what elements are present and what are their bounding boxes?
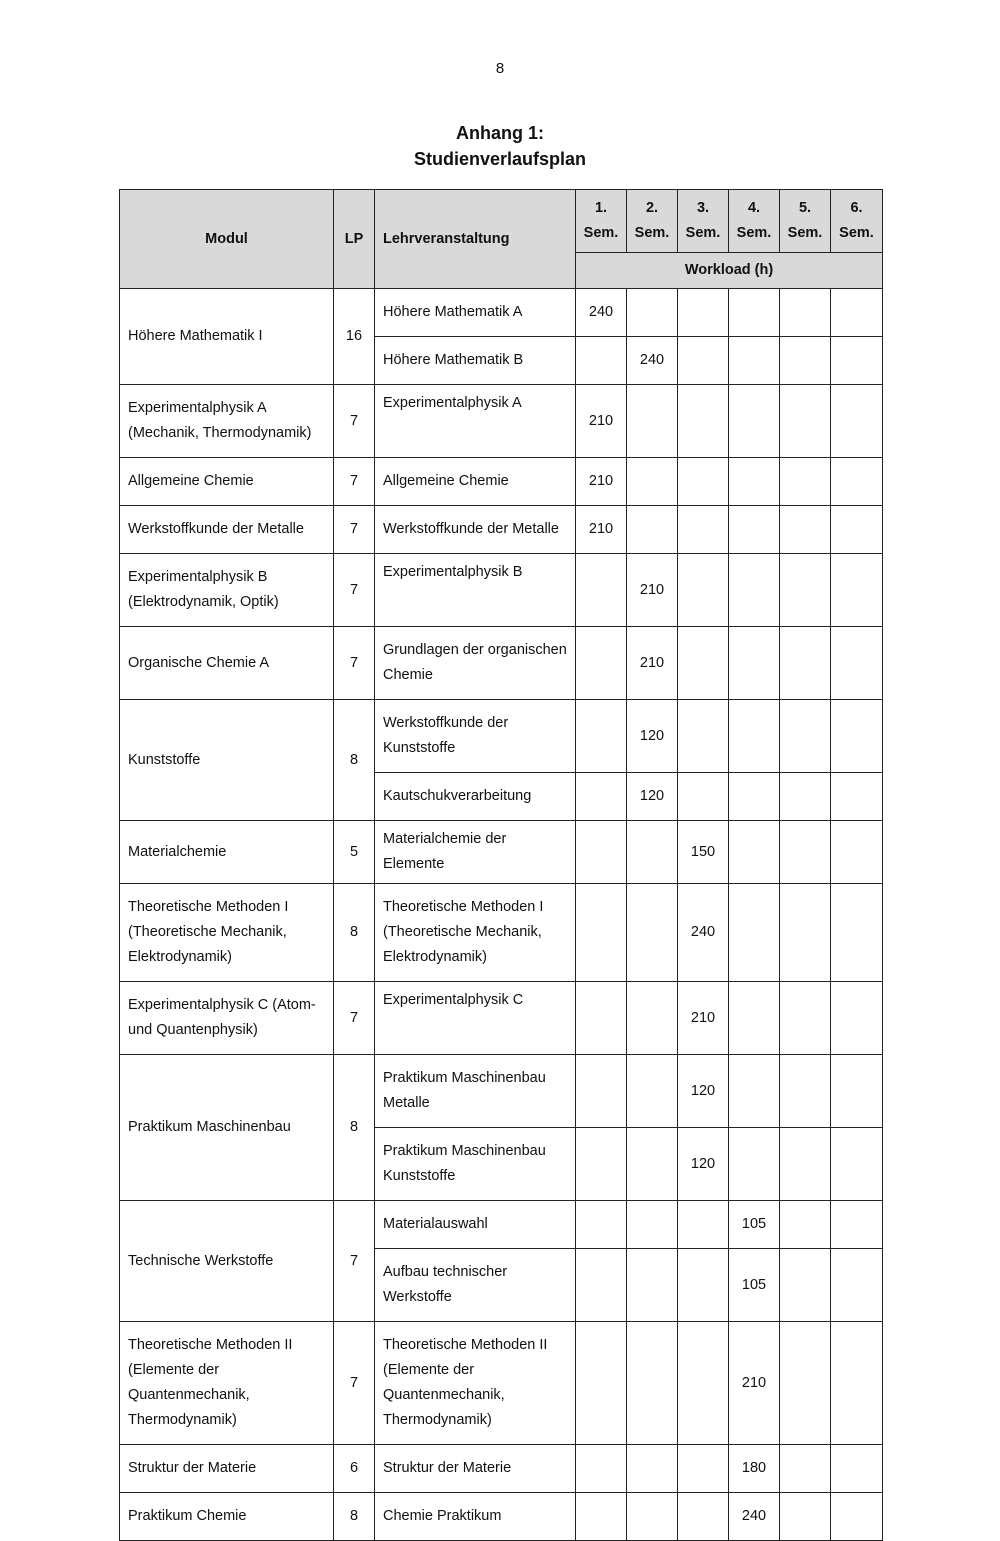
workload-empty-cell xyxy=(678,1445,729,1493)
header-workload: Workload (h) xyxy=(576,253,883,289)
module-name: Experimentalphysik B (Elektrodynamik, Optik) xyxy=(120,554,334,627)
table-row xyxy=(120,982,883,1055)
course-name: Materialauswahl xyxy=(375,1201,576,1249)
workload-empty-cell xyxy=(678,337,729,385)
workload-value: 180 xyxy=(729,1445,780,1493)
workload-empty-cell xyxy=(627,1445,678,1493)
workload-empty-cell xyxy=(576,1128,627,1201)
header-semester-1: 1. Sem. xyxy=(576,190,627,253)
module-name: Praktikum Chemie xyxy=(120,1493,334,1541)
workload-empty-cell xyxy=(576,884,627,982)
workload-empty-cell xyxy=(627,1322,678,1445)
workload-empty-cell xyxy=(831,1322,883,1445)
workload-empty-cell xyxy=(576,1493,627,1541)
workload-empty-cell xyxy=(678,458,729,506)
workload-value: 105 xyxy=(729,1201,780,1249)
module-name: Experimentalphysik C (Atom- und Quantenphysik) xyxy=(120,982,334,1055)
module-lp: 7 xyxy=(334,554,375,627)
table-row xyxy=(120,1201,883,1249)
workload-empty-cell xyxy=(627,821,678,884)
workload-empty-cell xyxy=(729,982,780,1055)
workload-empty-cell xyxy=(627,884,678,982)
workload-empty-cell xyxy=(678,773,729,821)
workload-empty-cell xyxy=(576,337,627,385)
workload-empty-cell xyxy=(729,627,780,700)
workload-empty-cell xyxy=(780,1128,831,1201)
workload-empty-cell xyxy=(780,700,831,773)
module-lp: 16 xyxy=(334,289,375,385)
table-row xyxy=(120,1322,883,1445)
course-name: Experimentalphysik B xyxy=(375,554,576,627)
module-name: Theoretische Methoden II (Elemente der Quantenmechanik, Thermodynamik) xyxy=(120,1322,334,1445)
page-title xyxy=(0,120,1000,172)
workload-empty-cell xyxy=(780,821,831,884)
module-name: Höhere Mathematik I xyxy=(120,289,334,385)
workload-empty-cell xyxy=(780,289,831,337)
course-name: Höhere Mathematik B xyxy=(375,337,576,385)
course-name: Aufbau technischer Werkstoffe xyxy=(375,1249,576,1322)
workload-empty-cell xyxy=(627,1055,678,1128)
workload-empty-cell xyxy=(780,1493,831,1541)
workload-empty-cell xyxy=(678,554,729,627)
workload-empty-cell xyxy=(780,337,831,385)
workload-value: 240 xyxy=(576,289,627,337)
workload-empty-cell xyxy=(576,821,627,884)
workload-empty-cell xyxy=(831,385,883,458)
module-lp: 8 xyxy=(334,1055,375,1201)
workload-empty-cell xyxy=(729,337,780,385)
workload-empty-cell xyxy=(678,385,729,458)
workload-empty-cell xyxy=(627,982,678,1055)
workload-empty-cell xyxy=(576,1055,627,1128)
module-name: Kunststoffe xyxy=(120,700,334,821)
module-name: Allgemeine Chemie xyxy=(120,458,334,506)
course-name: Werkstoffkunde der Metalle xyxy=(375,506,576,554)
workload-value: 240 xyxy=(678,884,729,982)
course-name: Experimentalphysik C xyxy=(375,982,576,1055)
workload-empty-cell xyxy=(678,506,729,554)
module-name: Technische Werkstoffe xyxy=(120,1201,334,1322)
course-name: Allgemeine Chemie xyxy=(375,458,576,506)
workload-empty-cell xyxy=(729,773,780,821)
header-semester-4: 4. Sem. xyxy=(729,190,780,253)
workload-empty-cell xyxy=(627,1493,678,1541)
module-lp: 6 xyxy=(334,1445,375,1493)
table-body xyxy=(120,289,883,1541)
course-name: Praktikum Maschinenbau Metalle xyxy=(375,1055,576,1128)
table-row xyxy=(120,554,883,627)
workload-empty-cell xyxy=(831,773,883,821)
workload-empty-cell xyxy=(729,821,780,884)
table-row xyxy=(120,700,883,773)
workload-empty-cell xyxy=(678,1249,729,1322)
module-lp: 5 xyxy=(334,821,375,884)
workload-empty-cell xyxy=(780,506,831,554)
workload-empty-cell xyxy=(780,554,831,627)
workload-empty-cell xyxy=(729,554,780,627)
table-row xyxy=(120,506,883,554)
workload-empty-cell xyxy=(576,773,627,821)
workload-empty-cell xyxy=(678,1493,729,1541)
workload-empty-cell xyxy=(831,289,883,337)
workload-empty-cell xyxy=(678,1322,729,1445)
workload-empty-cell xyxy=(627,506,678,554)
workload-empty-cell xyxy=(729,1055,780,1128)
workload-value: 210 xyxy=(576,385,627,458)
module-lp: 7 xyxy=(334,982,375,1055)
workload-empty-cell xyxy=(576,1201,627,1249)
workload-empty-cell xyxy=(729,289,780,337)
module-name: Theoretische Methoden I (Theoretische Mechanik, Elektrodynamik) xyxy=(120,884,334,982)
workload-empty-cell xyxy=(831,884,883,982)
workload-empty-cell xyxy=(831,982,883,1055)
study-plan-table xyxy=(119,189,883,1541)
workload-empty-cell xyxy=(627,1128,678,1201)
workload-empty-cell xyxy=(831,1493,883,1541)
table-row xyxy=(120,1445,883,1493)
course-name: Theoretische Methoden II (Elemente der Quantenmechanik, Thermodynamik) xyxy=(375,1322,576,1445)
course-name: Theoretische Methoden I (Theoretische Mechanik, Elektrodynamik) xyxy=(375,884,576,982)
workload-empty-cell xyxy=(627,1201,678,1249)
workload-empty-cell xyxy=(729,1128,780,1201)
module-lp: 7 xyxy=(334,458,375,506)
course-name: Werkstoffkunde der Kunststoffe xyxy=(375,700,576,773)
workload-empty-cell xyxy=(780,1322,831,1445)
title-line-2: Studienverlaufsplan xyxy=(413,149,587,169)
workload-empty-cell xyxy=(831,458,883,506)
workload-empty-cell xyxy=(729,506,780,554)
workload-empty-cell xyxy=(576,1249,627,1322)
module-lp: 7 xyxy=(334,1322,375,1445)
workload-value: 150 xyxy=(678,821,729,884)
title-line-1: Anhang 1: xyxy=(456,123,544,143)
workload-empty-cell xyxy=(780,1445,831,1493)
workload-empty-cell xyxy=(831,1445,883,1493)
course-name: Chemie Praktikum xyxy=(375,1493,576,1541)
course-name: Grundlagen der organischen Chemie xyxy=(375,627,576,700)
workload-value: 210 xyxy=(678,982,729,1055)
header-semester-3: 3. Sem. xyxy=(678,190,729,253)
workload-empty-cell xyxy=(627,458,678,506)
workload-empty-cell xyxy=(780,1055,831,1128)
table-row xyxy=(120,458,883,506)
workload-value: 120 xyxy=(627,700,678,773)
workload-empty-cell xyxy=(780,385,831,458)
workload-value: 210 xyxy=(576,458,627,506)
header-lehrveranstaltung: Lehrveranstaltung xyxy=(375,190,576,289)
module-lp: 8 xyxy=(334,884,375,982)
workload-empty-cell xyxy=(780,1201,831,1249)
workload-empty-cell xyxy=(831,627,883,700)
workload-empty-cell xyxy=(576,627,627,700)
header-semester-6: 6. Sem. xyxy=(831,190,883,253)
module-lp: 7 xyxy=(334,627,375,700)
workload-empty-cell xyxy=(627,289,678,337)
course-name: Praktikum Maschinenbau Kunststoffe xyxy=(375,1128,576,1201)
workload-value: 120 xyxy=(627,773,678,821)
workload-empty-cell xyxy=(831,700,883,773)
workload-empty-cell xyxy=(627,385,678,458)
header-modul: Modul xyxy=(120,190,334,289)
workload-empty-cell xyxy=(831,337,883,385)
table-row xyxy=(120,1055,883,1128)
workload-empty-cell xyxy=(831,554,883,627)
workload-empty-cell xyxy=(831,1249,883,1322)
workload-empty-cell xyxy=(576,982,627,1055)
workload-value: 210 xyxy=(729,1322,780,1445)
workload-empty-cell xyxy=(831,1055,883,1128)
workload-value: 210 xyxy=(576,506,627,554)
workload-empty-cell xyxy=(780,627,831,700)
workload-empty-cell xyxy=(780,458,831,506)
course-name: Kautschukverarbeitung xyxy=(375,773,576,821)
header-lp: LP xyxy=(334,190,375,289)
workload-empty-cell xyxy=(831,1201,883,1249)
workload-empty-cell xyxy=(831,821,883,884)
workload-value: 105 xyxy=(729,1249,780,1322)
course-name: Höhere Mathematik A xyxy=(375,289,576,337)
workload-empty-cell xyxy=(831,506,883,554)
workload-empty-cell xyxy=(576,1322,627,1445)
workload-empty-cell xyxy=(780,884,831,982)
module-lp: 7 xyxy=(334,506,375,554)
workload-empty-cell xyxy=(678,289,729,337)
workload-value: 240 xyxy=(627,337,678,385)
workload-empty-cell xyxy=(780,773,831,821)
course-name: Materialchemie der Elemente xyxy=(375,821,576,884)
workload-empty-cell xyxy=(576,1445,627,1493)
module-lp: 7 xyxy=(334,385,375,458)
module-name: Werkstoffkunde der Metalle xyxy=(120,506,334,554)
workload-value: 210 xyxy=(627,554,678,627)
course-name: Experimentalphysik A xyxy=(375,385,576,458)
table-row xyxy=(120,289,883,337)
module-lp: 8 xyxy=(334,1493,375,1541)
workload-empty-cell xyxy=(678,1201,729,1249)
module-lp: 8 xyxy=(334,700,375,821)
module-lp: 7 xyxy=(334,1201,375,1322)
header-semester-5: 5. Sem. xyxy=(780,190,831,253)
workload-empty-cell xyxy=(780,1249,831,1322)
workload-empty-cell xyxy=(576,554,627,627)
table-row xyxy=(120,884,883,982)
table-row xyxy=(120,821,883,884)
table-row xyxy=(120,1493,883,1541)
workload-empty-cell xyxy=(678,700,729,773)
workload-empty-cell xyxy=(729,700,780,773)
table-row xyxy=(120,385,883,458)
workload-empty-cell xyxy=(780,982,831,1055)
workload-value: 240 xyxy=(729,1493,780,1541)
workload-empty-cell xyxy=(729,458,780,506)
workload-empty-cell xyxy=(729,385,780,458)
module-name: Struktur der Materie xyxy=(120,1445,334,1493)
workload-value: 210 xyxy=(627,627,678,700)
module-name: Organische Chemie A xyxy=(120,627,334,700)
page-number: 8 xyxy=(495,60,505,77)
workload-value: 120 xyxy=(678,1128,729,1201)
module-name: Praktikum Maschinenbau xyxy=(120,1055,334,1201)
table-row xyxy=(120,627,883,700)
workload-empty-cell xyxy=(576,700,627,773)
module-name: Materialchemie xyxy=(120,821,334,884)
workload-empty-cell xyxy=(678,627,729,700)
workload-empty-cell xyxy=(627,1249,678,1322)
workload-empty-cell xyxy=(729,884,780,982)
header-semester-2: 2. Sem. xyxy=(627,190,678,253)
course-name: Struktur der Materie xyxy=(375,1445,576,1493)
module-name: Experimentalphysik A (Mechanik, Thermodynamik) xyxy=(120,385,334,458)
workload-value: 120 xyxy=(678,1055,729,1128)
workload-empty-cell xyxy=(831,1128,883,1201)
